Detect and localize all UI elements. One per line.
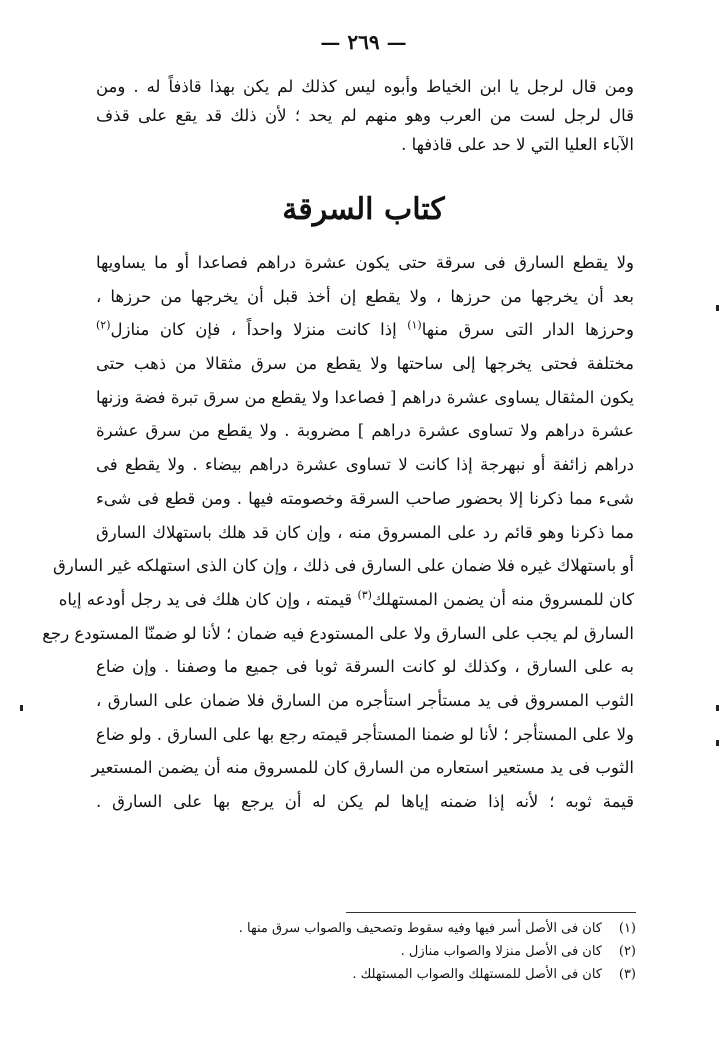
text-line: مختلفة فحتى يخرجها إلى ساحتها ولا يقطع من سرق مثقالا من ذهب حتى <box>96 354 634 374</box>
text-line: الثوب المسروق فى يد مستأجر استأجره من السارق فلا ضمان على السارق ، <box>96 690 634 710</box>
footnote-number: (١) <box>618 921 636 936</box>
footnote <box>260 940 636 963</box>
scan-mark <box>716 740 719 746</box>
text-line: ولا يقطع السارق فى سرقة حتى يكون عشرة دراهم فصاعدا أو ما يساويها <box>96 253 634 272</box>
text-line: دراهم زائفة أو نبهرجة إذا كانت لا تساوى عشرة دراهم بيضاء . ولا يقطع فى <box>96 455 634 475</box>
footnote-ref-3: (٣) <box>357 588 372 602</box>
text-line: الثوب فى يد مستعير استعاره من السارق كان للمسروق منه أن يضمن المستعير <box>91 758 634 778</box>
text-line: الآباء العليا التي لا حد على قاذفها . <box>401 135 634 154</box>
text-line: شىء مما ذكرنا إلا بحضور صاحب السرقة وخصومته فيها . ومن قطع فى شىء <box>96 488 634 508</box>
intro-paragraph <box>96 72 634 159</box>
scan-mark <box>716 705 719 711</box>
page-number: — ٢٦٩ — <box>320 30 407 54</box>
footnote-divider <box>346 912 636 913</box>
footnote <box>260 963 636 986</box>
text-line: أو باستهلاك غيره فلا ضمان على السارق فى ذلك ، وإن كان الذى استهلكه غير السارق <box>52 556 634 576</box>
footnote-text: كان فى الأصل للمستهلك والصواب المستهلك . <box>352 967 602 982</box>
text-line: قال لرجل لست من العرب وهو منهم لم يحد ؛ لأن ذلك قد يقع على قذف <box>96 106 634 125</box>
text-line: به على السارق ، وكذلك لو كانت السرقة ثوبا فى جميع ما وصفنا . وإن ضاع <box>96 657 634 677</box>
text-line: ومن قال لرجل يا ابن الخياط وأبوه ليس كذلك لم يكن بهذا قاذفاً له . ومن <box>96 77 634 96</box>
footnote-ref-2: (٢) <box>96 318 111 332</box>
text-line <box>96 313 634 347</box>
text-line: مما ذكرنا وهو قائم رد على المسروق منه ، وإن كان قد هلك باستهلاك السارق <box>96 522 634 542</box>
text-line: السارق لم يجب على السارق ولا على المستودع فيه ضمان ؛ لأنا لو ضمنّا المستودع رجع <box>42 623 634 643</box>
scan-mark <box>716 305 719 311</box>
footnote <box>238 917 636 940</box>
text-line <box>58 583 634 617</box>
body-paragraph <box>42 246 635 819</box>
text-line: بعد أن يخرجها من حرزها ، ولا يقطع إن أخذ قبل أن يخرجها من حرزها ، <box>96 286 634 306</box>
footnotes <box>238 917 636 986</box>
text-segment: إذا كانت منزلا واحداً ، فإن كان منازل <box>110 320 408 340</box>
footnote-text: كان فى الأصل منزلا والصواب منازل . <box>400 944 602 959</box>
chapter-title: كتاب السرقة <box>282 192 445 227</box>
footnote-number: (٣) <box>618 967 636 982</box>
scan-mark <box>20 705 23 711</box>
text-segment: قيمته ، وإن كان هلك فى يد رجل أودعه إياه <box>58 589 358 609</box>
text-line: ولا على المستأجر ؛ لأنا لو ضمنا المستأجر قيمته رجع بها على السارق . ولو ضاع <box>95 724 634 744</box>
footnote-ref-1: (١) <box>407 318 422 332</box>
text-segment: كان للمسروق منه أن يضمن المستهلك <box>371 589 634 609</box>
footnote-text: كان فى الأصل أسر فيها وفيه سقوط وتصحيف والصواب سرق منها . <box>238 921 602 936</box>
text-line: يكون المثقال يساوى عشرة دراهم [ فصاعدا ولا يقطع من سرق تبرة فضة وزنها <box>96 387 634 407</box>
text-segment: وحرزها الدار التى سرق منها <box>421 320 635 340</box>
footnote-number: (٢) <box>618 944 636 959</box>
text-line: قيمة ثوبه ؛ لأنه إذا ضمنه إياها لم يكن له أن يرجع بها على السارق . <box>96 792 634 811</box>
text-line: عشرة دراهم ولا تساوى عشرة دراهم ] مضروبة . ولا يقطع من سرق عشرة <box>96 421 634 441</box>
